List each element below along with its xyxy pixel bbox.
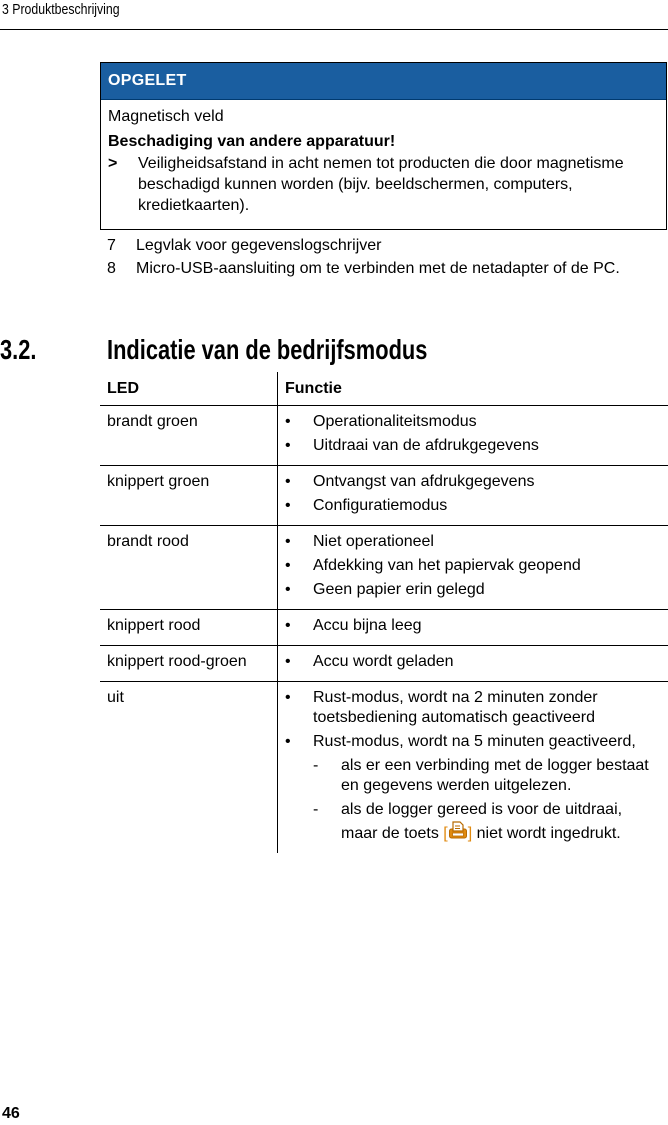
bullet-mark: • [285,557,291,574]
bullet-mark: • [285,653,291,670]
table-row [100,406,668,466]
function-item [285,412,668,432]
function-item [285,732,668,752]
dash-mark: - [313,757,319,774]
bullet-mark: • [285,581,291,598]
legend-number: 8 [107,260,116,277]
header-led: LED [100,372,278,405]
bullet-mark: • [285,437,291,454]
bullet-mark: • [285,689,291,706]
function-item [285,532,668,552]
function-text: Geen papier erin gelegd [313,581,485,598]
table-row [100,646,668,682]
legend-item [107,236,668,256]
function-text: Rust-modus, wordt na 2 minuten zonder toetsbediening automatisch geactiveerd [313,689,598,726]
function-text: Afdekking van het papiervak geopend [313,557,581,574]
function-item [285,436,668,456]
sub-text-before: als de logger gereed is voor de uitdraai, maar de toets [341,801,623,842]
section-title: Indicatie van de bedrijfsmodus [107,334,428,365]
function-list [278,526,668,609]
caution-notice [100,62,667,230]
function-text: Rust-modus, wordt na 5 minuten geactiveerd, [313,733,636,750]
sub-text-after: niet wordt ingedrukt. [472,825,621,842]
bullet-mark: • [285,733,291,750]
function-list [278,466,668,525]
notice-signal-word: OPGELET [108,72,187,89]
function-text: Accu wordt geladen [313,653,454,670]
legend-text: Legvlak voor gegevenslogschrijver [136,237,382,254]
notice-step-marker: > [108,155,118,172]
notice-step [108,153,666,216]
header-function: Functie [285,380,342,397]
dash-mark: - [313,801,319,818]
section-number: 3.2. [0,334,37,365]
table-row [100,610,668,646]
page-number: 46 [2,1105,20,1122]
table-row [100,466,668,526]
sub-item-text: als er een verbinding met de logger bestaat en gegevens werden uitgelezen. [341,757,649,794]
sub-item [313,756,668,796]
function-item [285,688,668,728]
function-text: Accu bijna leeg [313,617,422,634]
table-row [100,526,668,610]
function-item [285,616,668,636]
sub-item [313,800,668,844]
function-text: Niet operationeel [313,533,434,550]
table-row [100,682,668,853]
led-status-table [100,372,668,853]
bullet-mark: • [285,413,291,430]
bullet-mark: • [285,497,291,514]
function-item [285,556,668,576]
notice-header [101,63,666,100]
function-item [285,472,668,492]
function-item [285,496,668,516]
notice-effect: Beschadiging van andere apparatuur! [108,133,396,150]
bullet-mark: • [285,533,291,550]
led-state: knippert rood [100,610,278,645]
legend-text: Micro-USB-aansluiting om te verbinden met de netadapter of de PC. [136,260,620,277]
notice-step-text: Veiligheidsafstand in acht nemen tot producten die door magnetisme beschadigd kunnen worden (bijv. beeldschermen, computers, kredietkaarten). [138,155,624,214]
open-bracket: [ [443,825,448,842]
bullet-mark: • [285,473,291,490]
function-item [285,652,668,672]
legend-number: 7 [107,237,116,254]
notice-body [101,100,666,216]
function-item [285,580,668,600]
function-list [278,406,668,465]
led-state: brandt rood [100,526,278,609]
led-state: knippert rood-groen [100,646,278,681]
function-list [278,682,668,853]
running-header-text: 3 Produktbeschrijving [2,1,120,18]
table-header-row [100,372,668,406]
led-state: uit [100,682,278,853]
function-list [278,646,668,681]
led-state: knippert groen [100,466,278,525]
close-bracket: ] [467,825,473,842]
function-text: Operationaliteitsmodus [313,413,477,430]
notice-cause: Magnetisch veld [108,108,224,125]
sub-item-text [341,800,668,844]
function-list [278,610,668,645]
running-header [0,0,668,30]
function-text: Configuratiemodus [313,497,448,514]
bullet-mark: • [285,617,291,634]
component-legend [107,236,668,282]
led-state: brandt groen [100,406,278,465]
function-text: Uitdraai van de afdrukgegevens [313,437,539,454]
legend-item [107,259,668,279]
print-key-icon [448,820,468,842]
function-text: Ontvangst van afdrukgegevens [313,473,535,490]
